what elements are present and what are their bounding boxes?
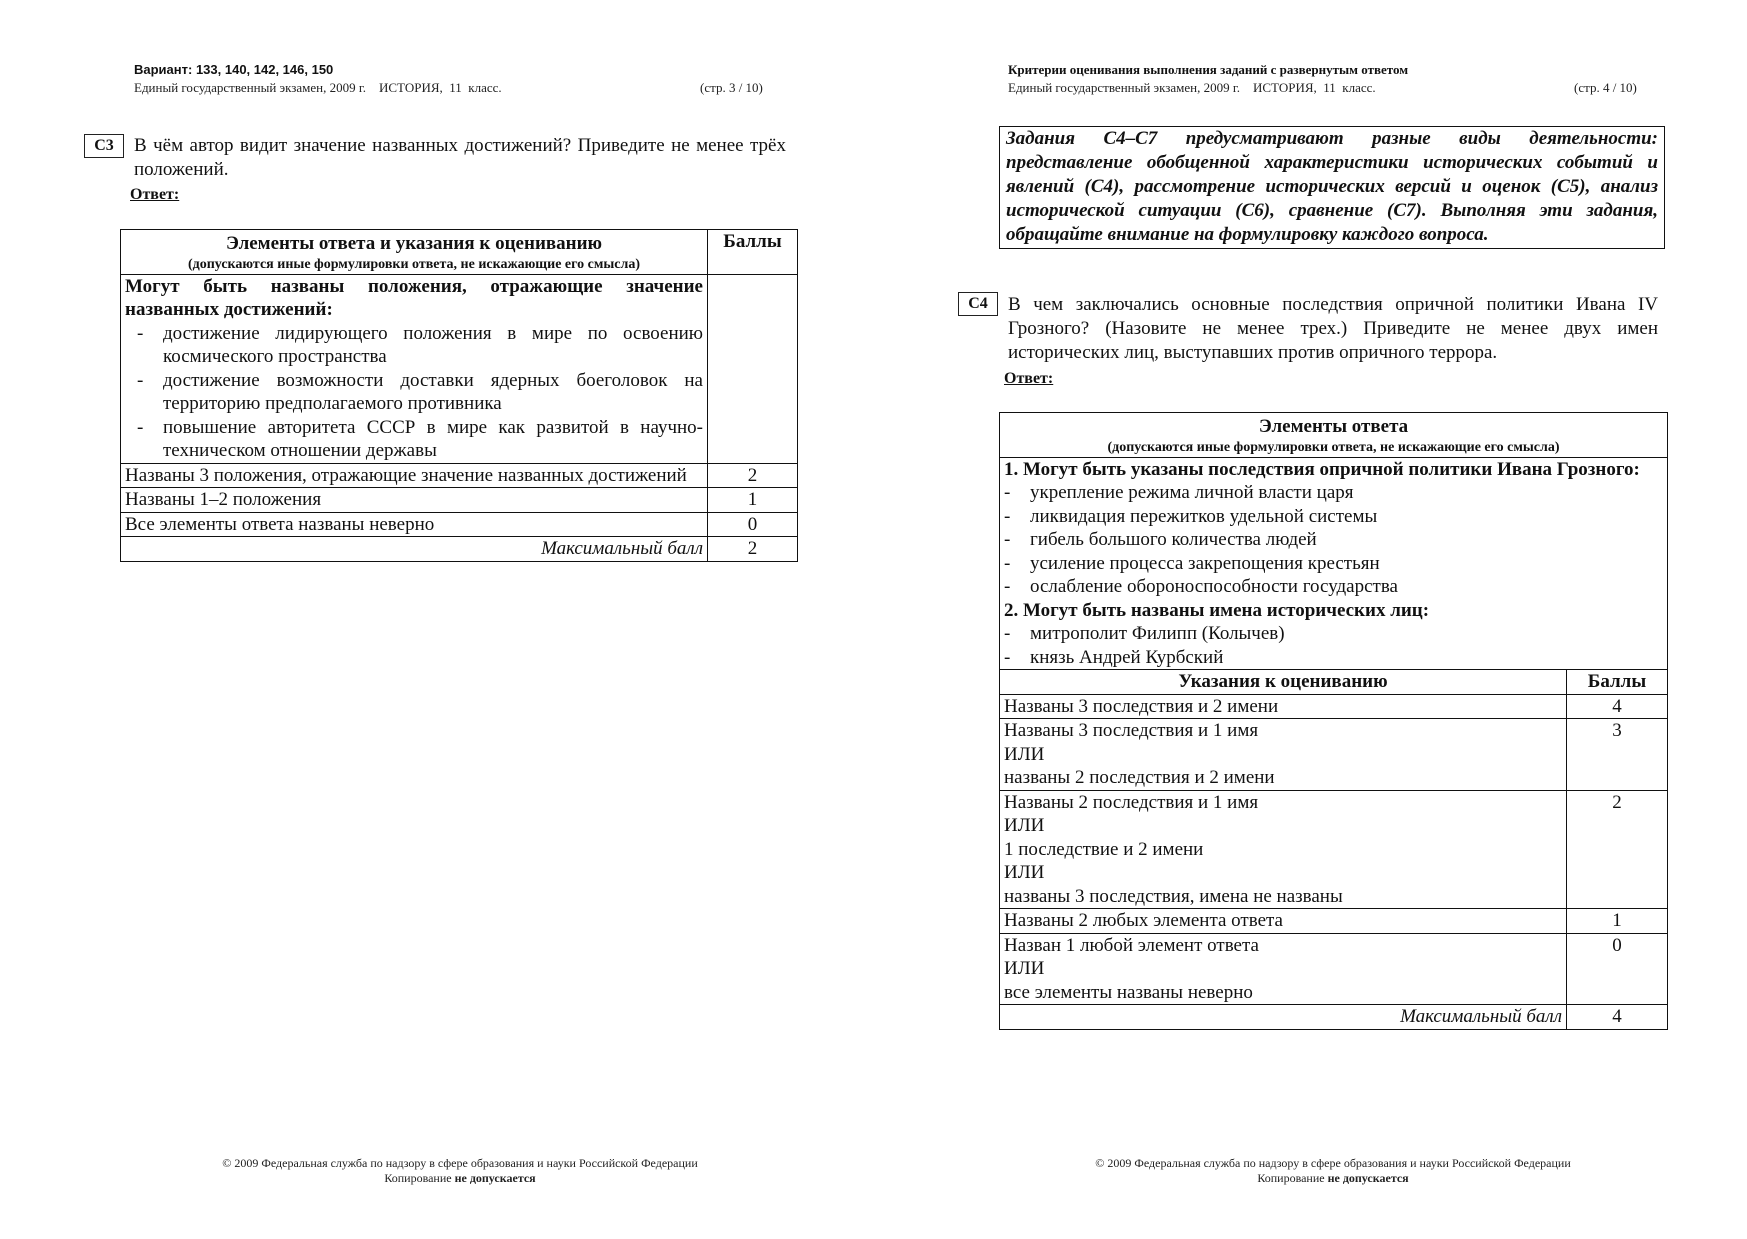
exam-header: Единый государственный экзамен, 2009 г. ИСТОРИЯ, 11 класс.: [1008, 80, 1376, 95]
criterion-cell: Названы 3 положения, отражающие значение названных достижений: [121, 463, 708, 488]
footer-copy-text: Копирование: [384, 1171, 455, 1185]
table-row: [1000, 933, 1668, 1005]
table-row: [121, 274, 798, 463]
criterion-cell: [1000, 694, 1567, 719]
points-cell: 3: [1567, 719, 1668, 791]
table-row: [1000, 790, 1668, 909]
section1-title: 1. Могут быть указаны последствия опричной политики Ивана Грозного:: [1004, 458, 1640, 480]
list-item: - ликвидация пережитков удельной системы: [1004, 505, 1663, 529]
criterion-line: все элементы названы неверно: [1004, 981, 1253, 1003]
criterion-line: Названы 3 последствия и 1 имя: [1004, 720, 1259, 741]
header-sub: (допускаются иные формулировки ответа, не искажающие его смысла): [1107, 439, 1560, 455]
points-header: Баллы: [1567, 670, 1668, 695]
list-item: - достижение лидирующего положения в мире по освоению космического пространства: [125, 322, 703, 369]
question-text: В чём автор видит значение названных достижений? Приведите не менее трёх положений.: [134, 135, 786, 180]
footer: [1033, 1156, 1633, 1186]
footer-copy-bold: не допускается: [1327, 1171, 1409, 1185]
table-header-row: [1000, 413, 1668, 458]
table-row: [121, 488, 798, 513]
criterion-cell: Все элементы ответа названы неверно: [121, 512, 708, 537]
footer: [160, 1156, 760, 1186]
max-score-row: [121, 537, 798, 562]
answer-label: Ответ:: [1004, 370, 1054, 387]
points-cell: 0: [1567, 933, 1668, 1005]
points-cell: 0: [708, 512, 798, 537]
table-row: [121, 463, 798, 488]
criterion-cell: [1000, 909, 1567, 934]
max-score-label: Максимальный балл: [121, 537, 708, 562]
elements-list: [125, 322, 703, 463]
list-item: - повышение авторитета СССР в мире как развитой в научно-техническом отношении державы: [125, 416, 703, 463]
names-list: [1004, 622, 1663, 669]
table-row: [1000, 909, 1668, 934]
header-main: Элементы ответа и указания к оцениванию: [225, 233, 603, 254]
criterion-line: ИЛИ: [1004, 958, 1045, 979]
max-score-label: Максимальный балл: [1000, 1005, 1567, 1030]
list-item: - укрепление режима личной власти царя: [1004, 481, 1663, 505]
grading-table: [999, 412, 1668, 1030]
criterion-line: ИЛИ: [1004, 815, 1045, 836]
footer-copy-notice: [160, 1171, 760, 1186]
variant-header: Вариант: 133, 140, 142, 146, 150: [134, 62, 334, 77]
criterion-line: Назван 1 любой элемент ответа: [1004, 934, 1259, 956]
criterion-line: Названы 3 последствия и 2 имени: [1004, 695, 1279, 717]
elements-title: Могут быть названы положения, отражающие значение названных достижений:: [125, 275, 703, 320]
table-row: [1000, 457, 1668, 670]
task-id-badge: C4: [958, 292, 998, 316]
points-cell: 4: [1567, 694, 1668, 719]
section2-title: 2. Могут быть названы имена исторических лиц:: [1004, 599, 1430, 621]
table-header-row: [121, 230, 798, 275]
exam-header: Единый государственный экзамен, 2009 г. ИСТОРИЯ, 11 класс.: [134, 80, 502, 95]
footer-copy-bold: не допускается: [454, 1171, 536, 1185]
header-points: Баллы: [708, 230, 798, 275]
table-row: [1000, 694, 1668, 719]
header-elements: [121, 230, 708, 275]
points-cell: 1: [1567, 909, 1668, 934]
list-item: - князь Андрей Курбский: [1004, 646, 1663, 670]
list-item: - усиление процесса закрепощения крестьян: [1004, 552, 1663, 576]
footer-copyright: © 2009 Федеральная служба по надзору в сфере образования и науки Российской Федерации: [222, 1156, 698, 1170]
answer-label: Ответ:: [130, 186, 180, 203]
task-id-badge: C3: [84, 134, 124, 158]
grading-table: [120, 229, 798, 562]
points-cell: 1: [708, 488, 798, 513]
question-text: В чем заключались основные последствия опричной политики Ивана IV Грозного? (Назовите не менее трех.) Приведите не менее двух имен исторических лиц, выступавших против опричного террора.: [1008, 294, 1658, 363]
grading-header: Указания к оцениванию: [1000, 670, 1567, 695]
list-item: - ослабление обороноспособности государства: [1004, 575, 1663, 599]
header-main: Элементы ответа: [1258, 416, 1409, 437]
criterion-line: названы 3 последствия, имена не названы: [1004, 885, 1343, 907]
list-item: - достижение возможности доставки ядерных боеголовок на территорию предполагаемого противника: [125, 369, 703, 416]
page-number: (стр. 4 / 10): [1574, 80, 1637, 95]
empty-cell: [708, 274, 798, 463]
criterion-cell: [1000, 719, 1567, 791]
elements-cell: [121, 274, 708, 463]
footer-copy-notice: [1033, 1171, 1633, 1186]
list-item: - гибель большого количества людей: [1004, 528, 1663, 552]
criterion-line: Названы 2 последствия и 1 имя: [1004, 791, 1259, 813]
criterion-line: 1 последствие и 2 имени: [1004, 838, 1204, 860]
footer-copy-text: Копирование: [1257, 1171, 1328, 1185]
max-score-value: 4: [1567, 1005, 1668, 1030]
criterion-cell: [1000, 790, 1567, 909]
header-sub: (допускаются иные формулировки ответа, не искажающие его смысла): [187, 256, 641, 272]
max-score-value: 2: [708, 537, 798, 562]
instructions-note: Задания С4–С7 предусматривают разные виды деятельности: представление обобщенной характеристики исторических событий и явлений (С4), рассмотрение исторических версий и оценок (С5), анализ исторической ситуации (С6), сравнение (С7). Выполняя эти задания, обращайте внимание на формулировку каждого вопроса.: [999, 126, 1665, 249]
page-number: (стр. 3 / 10): [700, 80, 763, 95]
criterion-line: Названы 2 любых элемента ответа: [1004, 910, 1283, 931]
table-row: [121, 512, 798, 537]
criterion-line: ИЛИ: [1004, 862, 1045, 883]
consequences-list: [1004, 481, 1663, 599]
criterion-cell: [1000, 933, 1567, 1005]
list-item: - митрополит Филипп (Колычев): [1004, 622, 1663, 646]
header-elements: [1000, 413, 1668, 458]
criteria-header: Критерии оценивания выполнения заданий с развернутым ответом: [1008, 62, 1409, 77]
table-row: [1000, 719, 1668, 791]
max-score-row: [1000, 1005, 1668, 1030]
footer-copyright: © 2009 Федеральная служба по надзору в сфере образования и науки Российской Федерации: [1095, 1156, 1571, 1170]
criterion-cell: Названы 1–2 положения: [121, 488, 708, 513]
points-cell: 2: [1567, 790, 1668, 909]
elements-cell: [1000, 457, 1668, 670]
grading-header-row: [1000, 670, 1668, 695]
points-cell: 2: [708, 463, 798, 488]
criterion-line: ИЛИ: [1004, 743, 1045, 765]
criterion-line: названы 2 последствия и 2 имени: [1004, 767, 1275, 788]
